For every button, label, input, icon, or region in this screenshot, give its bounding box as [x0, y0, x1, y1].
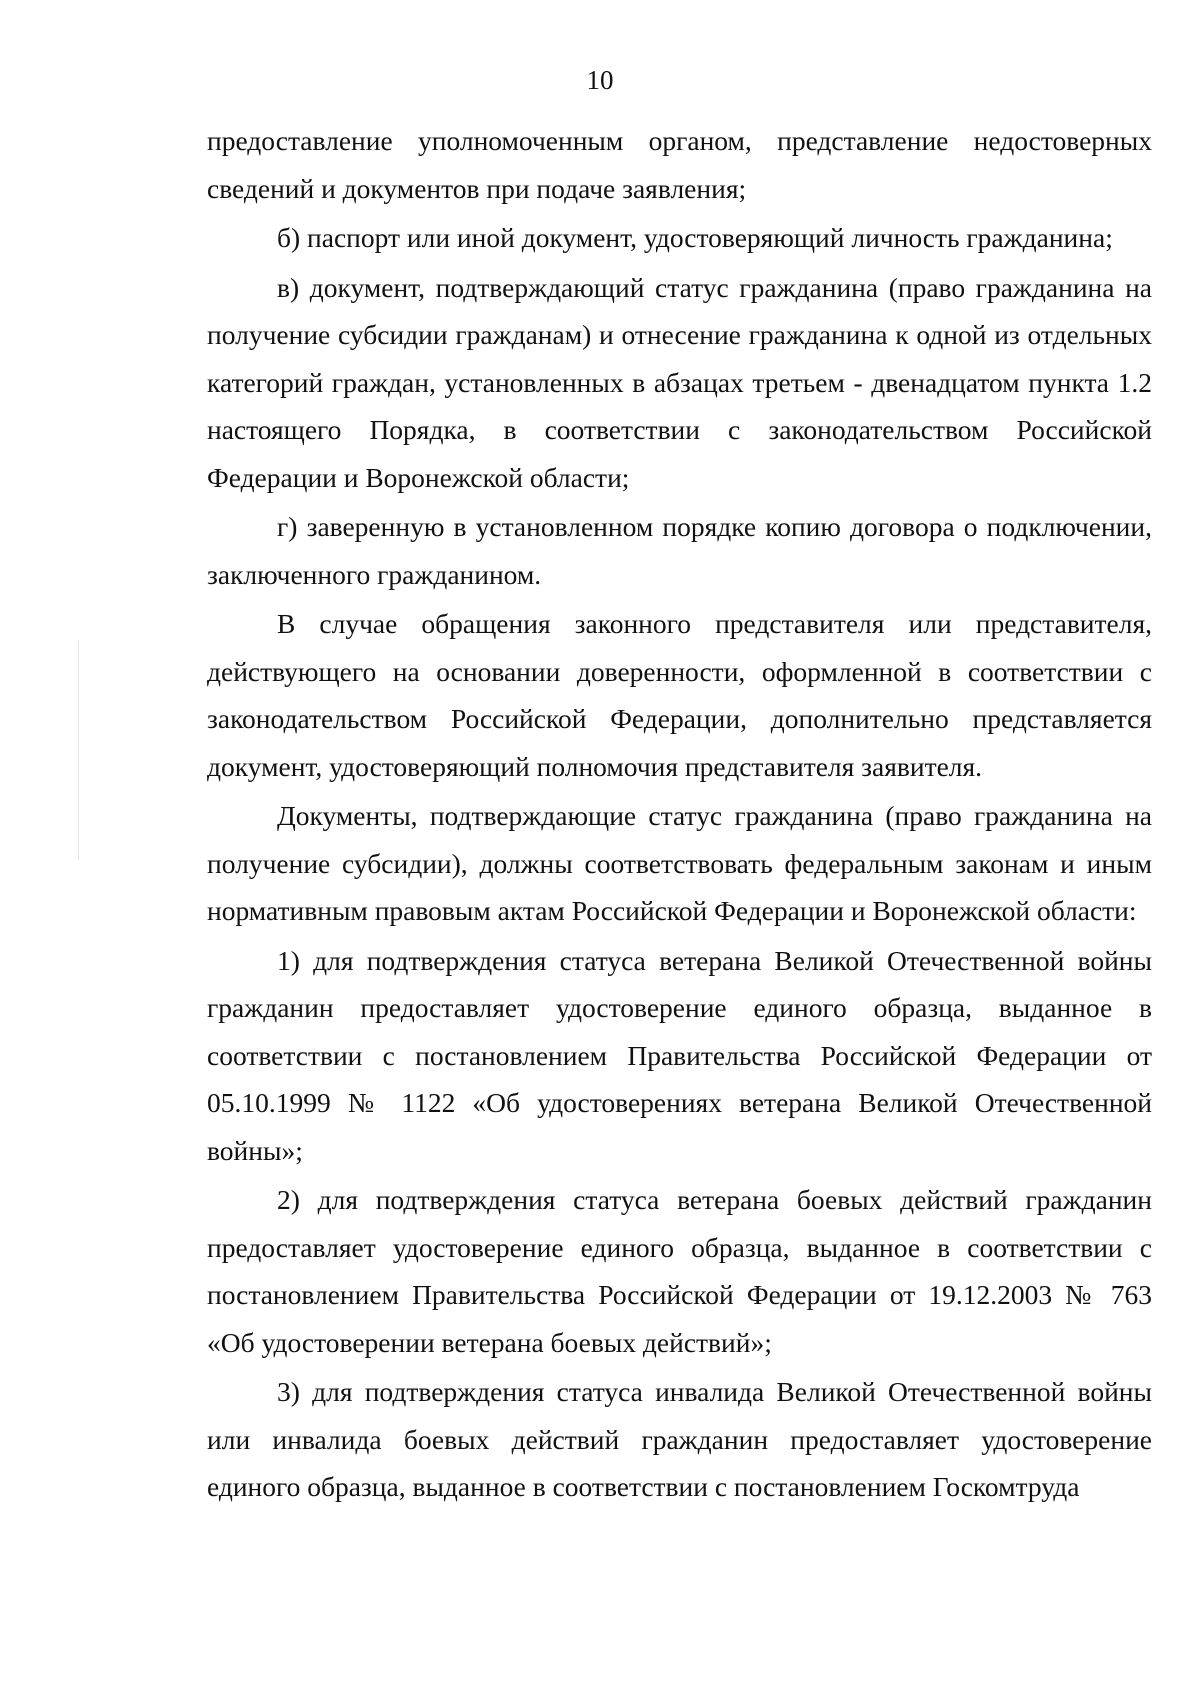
scan-margin-line — [78, 640, 79, 860]
paragraph-status-documents: Документы, подтверждающие статус гражданина (право гражданина на получение субсидии), должны соответствовать федеральным законам и иным нормативным правовым актам Российской Федерации и Воронежской области: — [207, 800, 1152, 926]
paragraph-item-b: б) паспорт или иной документ, удостоверяющий личность гражданина; — [277, 222, 1113, 253]
page-number: 10 — [586, 65, 614, 95]
paragraph-list-item-2: 2) для подтверждения статуса ветерана боевых действий гражданин предоставляет удостоверение единого образца, выданное в соответствии с постановлением Правительства Российской Федерации от 19.12.2003 № 763 «Об удостоверении ветерана боевых действий»; — [207, 1184, 1152, 1358]
paragraph-list-item-1: 1) для подтверждения статуса ветерана Великой Отечественной войны гражданин предоставляет удостоверение единого образца, выданное в соответствии с постановлением Правительства Российской Федерации от 05.10.1999 № 1122 «Об удостоверениях ветерана Великой Отечественной войны»; — [207, 944, 1152, 1166]
paragraph-item-v: в) документ, подтверждающий статус гражданина (право гражданина на получение субсидии гражданам) и отнесение гражданина к одной из отдельных категорий граждан, установленных в абзацах третьем - двенадцатом пункта 1.2 настоящего Порядка, в соответствии с законодательством Российской Федерации и Воронежской области; — [207, 271, 1152, 493]
paragraph-representative: В случае обращения законного представителя или представителя, действующего на основании доверенности, оформленной в соответствии с законодательством Российской Федерации, дополнительно представляется документ, удостоверяющий полномочия представителя заявителя. — [207, 608, 1152, 782]
paragraph-item-g: г) заверенную в установленном порядке копию договора о подключении, заключенного гражданином. — [207, 511, 1152, 590]
paragraph-list-item-3: 3) для подтверждения статуса инвалида Великой Отечественной войны или инвалида боевых действий гражданин предоставляет удостоверение единого образца, выданное в соответствии с постановлением Госкомтруда — [207, 1376, 1152, 1502]
paragraph-continuation: предоставление уполномоченным органом, представление недостоверных сведений и документов при подаче заявления; — [207, 125, 1152, 204]
document-body — [207, 117, 1152, 1511]
